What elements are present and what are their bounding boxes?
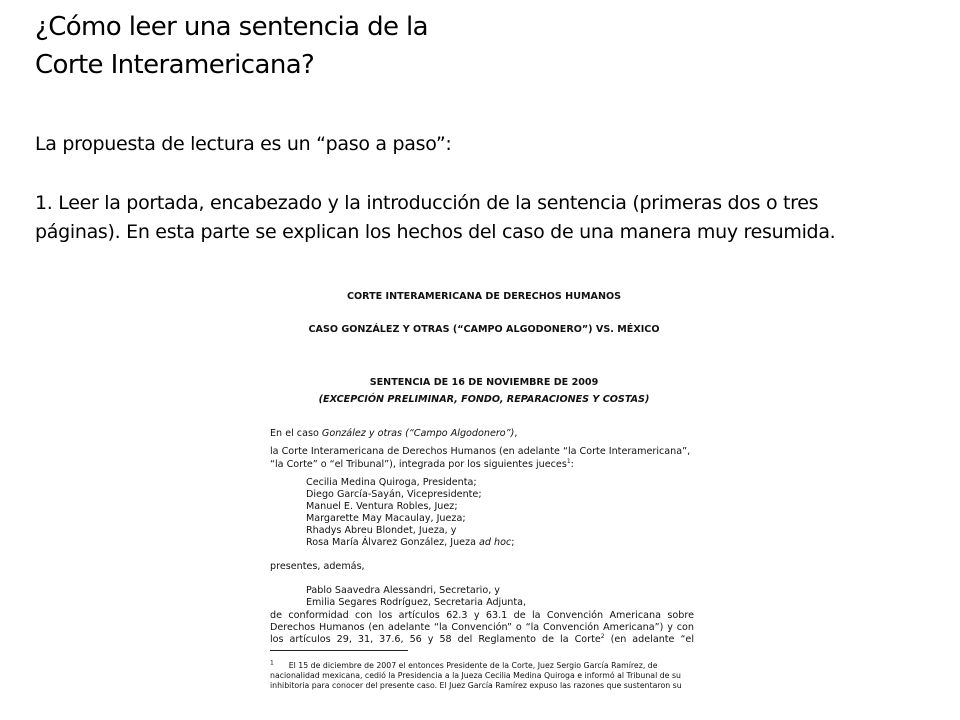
doc-in-case-suffix: , [514, 428, 518, 439]
doc-secretary-2: Emilia Segares Rodríguez, Secretaria Adjunta, [306, 597, 527, 608]
doc-footnote-line-2: nacionalidad mexicana, cedió la Presidencia a la Jueza Cecilia Medina Quiroga e informó al Tribunal de su [270, 671, 681, 680]
doc-case-title: CASO GONZÁLEZ Y OTRAS (“CAMPO ALGODONERO”) VS. MÉXICO [308, 324, 660, 335]
step-1-line-2: páginas). En esta parte se explican los hechos del caso de una manera muy resumida. [35, 221, 836, 243]
doc-judge-1: Cecilia Medina Quiroga, Presidenta; [306, 477, 477, 488]
step-1-text [35, 189, 935, 247]
doc-articles-line-3-text: los artículos 29, 31, 37.6, 56 y 58 del Reglamento de la Corte [270, 634, 601, 645]
doc-judge-5: Rhadys Abreu Blondet, Jueza, y [306, 525, 457, 536]
doc-case-name: González y otras (“Campo Algodonero”) [321, 428, 515, 439]
step-1-line-1: 1. Leer la portada, encabezado y la introducción de la sentencia (primeras dos o tres [35, 192, 819, 214]
doc-footnote-line-1 [270, 661, 658, 670]
doc-articles-line-3 [270, 634, 694, 645]
doc-judge-2: Diego García-Sayán, Vicepresidente; [306, 489, 482, 500]
judgment-excerpt-image [260, 280, 708, 692]
doc-present-line: presentes, además, [270, 561, 365, 572]
doc-in-case-line [270, 428, 517, 439]
doc-judgment-date: SENTENCIA DE 16 DE NOVIEMBRE DE 2009 [369, 377, 599, 388]
slide-title-line-2: Corte Interamericana? [35, 50, 315, 80]
doc-judgment-type: (EXCEPCIÓN PRELIMINAR, FONDO, REPARACIONES Y COSTAS) [318, 394, 650, 405]
doc-articles-line-2: Derechos Humanos (en adelante “la Convención” o “la Convención Americana”) y con [270, 622, 694, 633]
doc-secretary-1: Pablo Saavedra Alessandri, Secretario, y [306, 585, 500, 596]
doc-judge-3: Manuel E. Ventura Robles, Juez; [306, 501, 458, 512]
doc-in-case-prefix: En el caso [270, 428, 322, 439]
doc-court-line-2-text: “la Corte” o “el Tribunal”), integrada por los siguientes jueces [270, 459, 567, 470]
doc-judge-6-adhoc: ad hoc [479, 537, 512, 548]
slide-title [35, 8, 935, 84]
doc-court-line-2 [270, 459, 574, 470]
doc-court-line-2-end: : [570, 459, 574, 470]
slide-title-line-1: ¿Cómo leer una sentencia de la [35, 12, 429, 42]
doc-footnote-marker: 1 [270, 659, 274, 667]
doc-judge-6 [306, 537, 515, 548]
doc-footnote-line-1-text: El 15 de diciembre de 2007 el entonces Presidente de la Corte, Juez Sergio García Ramírez, de [288, 661, 658, 670]
doc-judge-4: Margarette May Macaulay, Jueza; [306, 513, 466, 524]
doc-court-heading: CORTE INTERAMERICANA DE DERECHOS HUMANOS [346, 291, 622, 302]
doc-footnote-rule [270, 650, 408, 651]
doc-footnote-line-3: inhibitoria para conocer del presente caso. El Juez García Ramírez expuso las razones que sustentaron su [270, 681, 682, 690]
doc-court-line-1: la Corte Interamericana de Derechos Humanos (en adelante “la Corte Interamericana”, [270, 446, 691, 457]
doc-articles-line-3-end: (en adelante “el [604, 634, 694, 645]
doc-judge-6-name: Rosa María Álvarez González, Jueza [306, 537, 480, 548]
doc-footnote-ref-2: 2 [600, 632, 605, 640]
doc-footnote-ref-1: 1 [566, 457, 571, 465]
intro-text: La propuesta de lectura es un “paso a paso”: [35, 133, 452, 155]
doc-articles-line-1: de conformidad con los artículos 62.3 y 63.1 de la Convención Americana sobre [270, 610, 694, 621]
doc-judge-6-suffix: ; [511, 537, 515, 548]
